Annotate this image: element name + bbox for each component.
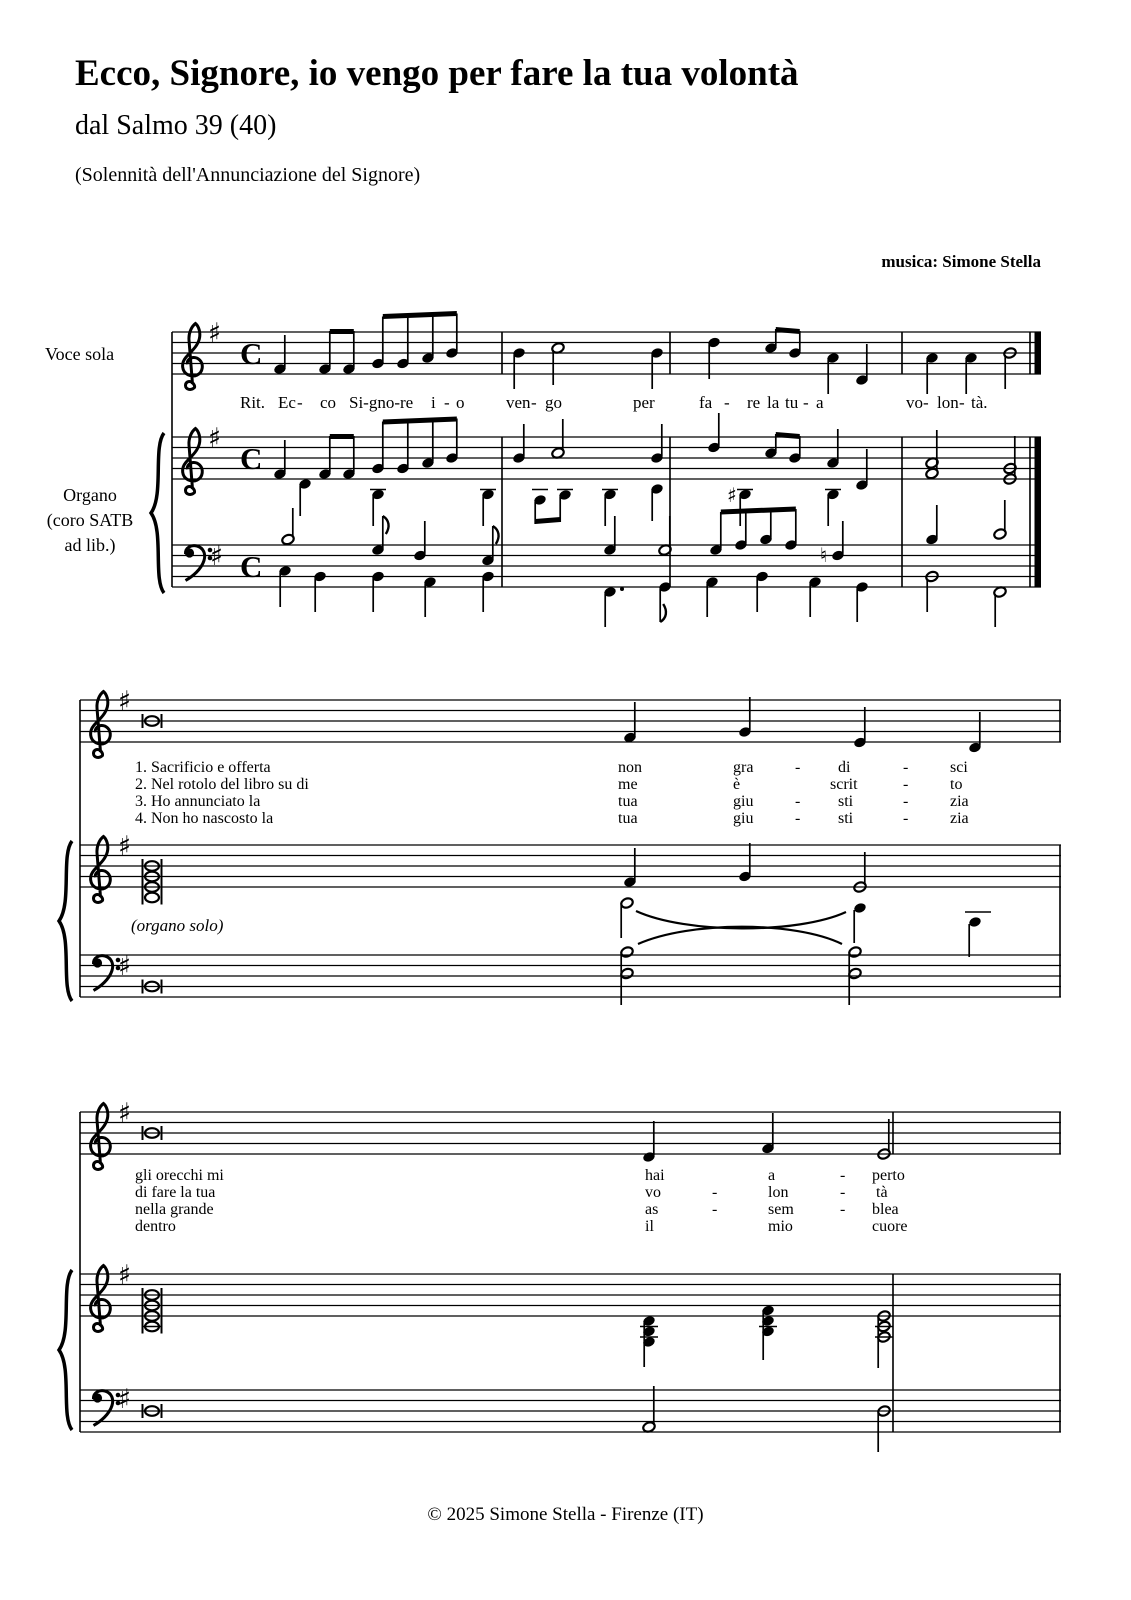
- lyric-syllable: -: [923, 393, 929, 412]
- lyric-syllable: -: [297, 393, 303, 412]
- system1-organ-rh-notes: [273, 413, 1017, 526]
- lyric-syllable: -: [803, 393, 809, 412]
- lyric-syllable: fa: [699, 393, 713, 412]
- page-subtitle: dal Salmo 39 (40): [75, 110, 277, 141]
- composer-credit: musica: Simone Stella: [881, 252, 1041, 271]
- verse-syllable: sti: [838, 810, 854, 827]
- lyric-syllable: Si-gno-re: [349, 393, 414, 412]
- occasion-note: (Solennità dell'Annunciazione del Signore): [75, 164, 421, 186]
- svg-text:♯: ♯: [118, 1260, 132, 1291]
- lyric-syllable: a: [816, 393, 824, 412]
- lyric-syllable: re: [747, 393, 761, 412]
- system2-voice-notes: [143, 697, 983, 754]
- lyric-syllable: per: [633, 393, 655, 412]
- bass-clef: [93, 1391, 120, 1426]
- verse-syllable: -: [795, 793, 801, 810]
- treble-clef: [183, 429, 203, 495]
- svg-text:C: C: [240, 549, 263, 584]
- verse-syllable: -: [795, 759, 801, 776]
- treble-clef: [91, 1266, 111, 1332]
- verse-syllable: perto: [872, 1167, 905, 1184]
- verse-syllable: giu: [733, 793, 754, 810]
- page-title: Ecco, Signore, io vengo per fare la tua volontà: [75, 53, 799, 94]
- svg-text:♯: ♯: [118, 951, 132, 982]
- copyright-footer: © 2025 Simone Stella - Firenze (IT): [427, 1504, 704, 1525]
- system3-voice-notes: [143, 1113, 892, 1163]
- lyric-syllable: go: [545, 393, 562, 412]
- svg-text:♯: ♯: [118, 831, 132, 862]
- verse-syllable: il: [645, 1218, 654, 1235]
- organ-brace: [59, 841, 72, 1001]
- verse-row-left: 3. Ho annunciato la: [135, 793, 261, 810]
- lyric-syllable: i: [431, 393, 436, 412]
- verse-syllable: -: [903, 810, 909, 827]
- svg-text:♯: ♯: [208, 423, 222, 454]
- lyric-syllable: tà.: [971, 393, 988, 412]
- system2-organ-rh-notes: [143, 843, 992, 957]
- svg-text:♮: ♮: [820, 543, 828, 567]
- lyric-syllable: co: [320, 393, 337, 412]
- verse-row-left: 4. Non ho nascosto la: [135, 810, 274, 827]
- system1-organ-lh-notes: [278, 500, 1007, 627]
- svg-text:♯: ♯: [118, 1384, 132, 1415]
- lyric-syllable: -: [724, 393, 730, 412]
- verse-syllable: sem: [768, 1201, 794, 1218]
- bass-clef: [93, 956, 120, 991]
- part-label-organ: [25, 483, 155, 558]
- verse-syllable: to: [950, 776, 963, 793]
- verse-syllable: -: [840, 1201, 846, 1218]
- treble-clef: [183, 324, 203, 390]
- svg-text:♯: ♯: [208, 318, 222, 349]
- lyric-syllable: Ec: [278, 393, 296, 412]
- verse-row-left: di fare la tua: [135, 1184, 216, 1201]
- lyric-syllable: -: [444, 393, 450, 412]
- verse-row-left: nella grande: [135, 1201, 214, 1218]
- barlines: [80, 332, 1060, 1432]
- verse-syllable: -: [903, 793, 909, 810]
- svg-text:♯: ♯: [118, 1098, 132, 1129]
- bass-clef: [185, 546, 212, 581]
- verse-syllable: sci: [950, 759, 968, 776]
- organ-label-line2: (coro SATB: [46, 510, 134, 530]
- verse-syllable: vo: [645, 1184, 661, 1201]
- staff-lines: [80, 332, 1061, 1432]
- lyric-syllable: vo: [906, 393, 923, 412]
- verse-syllable: di: [838, 759, 851, 776]
- lyric-syllable: lon: [937, 393, 959, 412]
- lyric-syllable: ven: [506, 393, 531, 412]
- organ-label-line1: Organo: [63, 485, 117, 505]
- svg-text:♯: ♯: [210, 541, 224, 572]
- svg-text:♯: ♯: [727, 483, 737, 507]
- verse-syllable: è: [733, 776, 741, 793]
- svg-text:C: C: [240, 441, 263, 476]
- verse-syllable: scrit: [830, 776, 858, 793]
- verse-syllable: -: [795, 810, 801, 827]
- organ-brace: [59, 1270, 72, 1430]
- system3-organ-rh-notes: [143, 1288, 894, 1368]
- treble-clef: [91, 1104, 111, 1170]
- treble-clef: [91, 692, 111, 758]
- verse-syllable: zia: [950, 793, 969, 810]
- final-barline-organ: [1035, 437, 1042, 587]
- verse-syllable: zia: [950, 810, 969, 827]
- verse-syllable: -: [712, 1184, 718, 1201]
- verse-syllable: -: [840, 1167, 846, 1184]
- verse-syllable: gra: [733, 759, 754, 776]
- verse-syllable: -: [840, 1184, 846, 1201]
- verse-syllable: blea: [872, 1201, 899, 1218]
- lyric-syllable: o: [456, 393, 465, 412]
- lyric-syllable: -: [959, 393, 965, 412]
- organ-label-line3: ad lib.): [64, 535, 116, 555]
- verse-syllable: cuore: [872, 1218, 908, 1235]
- verse-row-left: dentro: [135, 1218, 176, 1235]
- time-signatures: [240, 336, 262, 584]
- verse-row-left: 1. Sacrificio e offerta: [135, 759, 271, 776]
- verse-row-left: 2. Nel rotolo del libro su di: [135, 776, 309, 793]
- svg-text:C: C: [240, 336, 263, 371]
- verse-syllable: lon: [768, 1184, 789, 1201]
- verse-syllable: mio: [768, 1218, 793, 1235]
- verse-row-left: gli orecchi mi: [135, 1167, 224, 1184]
- lyric-syllable: Rit.: [240, 393, 266, 412]
- verse-syllable: hai: [645, 1167, 665, 1184]
- system3-organ-lh-notes: [143, 1386, 892, 1452]
- final-barline-voice: [1035, 332, 1042, 374]
- verse-syllable: -: [712, 1201, 718, 1218]
- lyric-syllable: tu: [785, 393, 799, 412]
- verse-syllable: me: [618, 776, 638, 793]
- verse-syllable: tua: [618, 810, 638, 827]
- lyric-syllable: la: [767, 393, 780, 412]
- organo-solo-label: (organo solo): [131, 916, 224, 935]
- lyric-syllable: -: [531, 393, 537, 412]
- verse-syllable: -: [903, 759, 909, 776]
- verse-syllable: giu: [733, 810, 754, 827]
- part-label-voice: Voce sola: [45, 344, 115, 364]
- verse-syllable: a: [768, 1167, 776, 1184]
- verse-syllable: -: [903, 776, 909, 793]
- verse-syllable: tà: [876, 1184, 888, 1201]
- verse-syllable: as: [645, 1201, 659, 1218]
- svg-text:♯: ♯: [118, 686, 132, 717]
- verse-syllable: non: [618, 759, 642, 776]
- treble-clef: [91, 837, 111, 903]
- verse-syllable: tua: [618, 793, 638, 810]
- verse-syllable: sti: [838, 793, 854, 810]
